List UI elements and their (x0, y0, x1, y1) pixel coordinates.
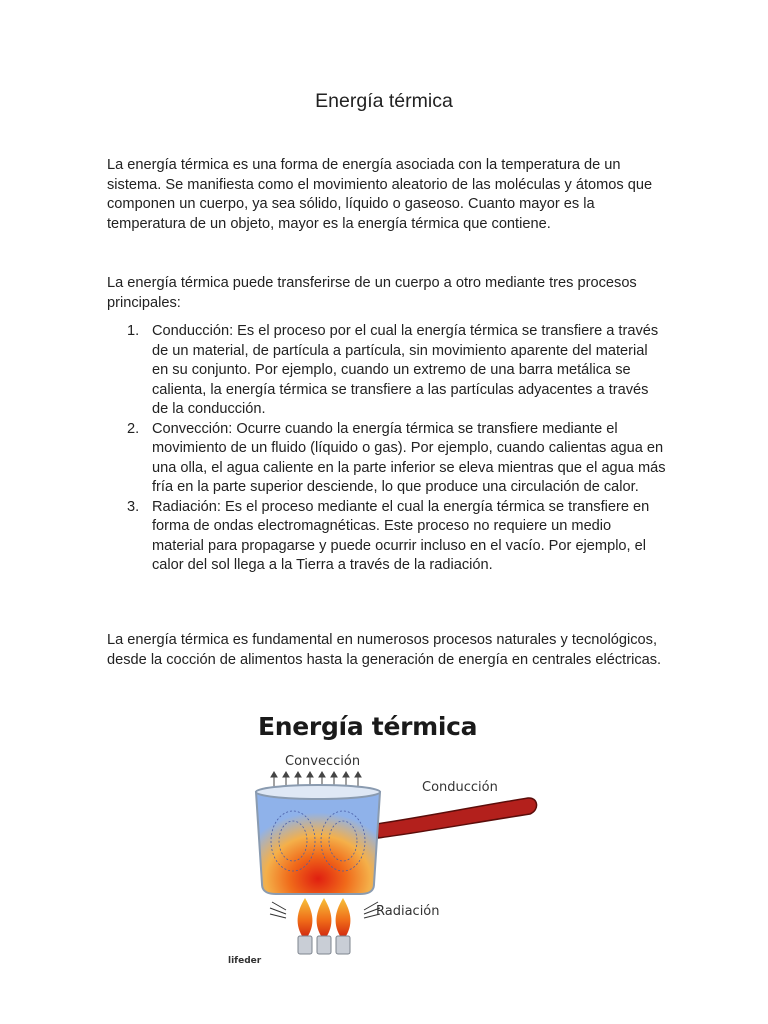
conduction-label: Conducción (422, 780, 498, 795)
transfer-intro-paragraph: La energía térmica puede transferirse de un cuerpo a otro mediante tres procesos principales: (107, 275, 637, 311)
convection-label: Convección (285, 754, 361, 769)
pot-body (256, 792, 380, 894)
list-item-text: Radiación: Es el proceso mediante el cual la energía térmica se transfiere en forma de ondas electromagnéticas. Este proceso no requiere un medio material para propagarse y puede ocurrir incluso en el vacío. Por ejemplo, el calor del sol llega a la Tierra a través de la radiación. (152, 498, 650, 573)
radiation-label: Radiación (376, 904, 440, 919)
list-number: 1. (127, 323, 140, 339)
pot-handle (376, 798, 537, 838)
intro-paragraph: La energía térmica es una forma de energía asociada con la temperatura de un sistema. Se manifiesta como el movimiento aleatorio de las moléculas y átomos que componen un cuerpo, ya sea sólido, líquido o gaseoso. Cuanto mayor es la temperatura de un objeto, mayor es la energía térmica que contiene. (107, 157, 653, 232)
list-number: 3. (127, 498, 140, 515)
page-title: Energía térmica (315, 90, 453, 112)
figure-title: Energía térmica (258, 712, 478, 741)
list-item-text: Conducción: Es el proceso por el cual la energía térmica se transfiere a través de un material, de partícula a partícula, sin movimiento aparente del material en su conjunto. Por ejemplo, cuando un extremo de una barra metálica se calienta, la energía térmica se transfiere a las partículas adyacentes a través de la conducción. (152, 323, 659, 417)
conclusion-paragraph: La energía térmica es fundamental en numerosos procesos naturales y tecnológicos, desde la cocción de alimentos hasta la generación de energía en centrales eléctricas. (107, 632, 662, 668)
brand-logo: lifeder (228, 956, 262, 966)
list-item-text: Convección: Ocurre cuando la energía térmica se transfiere mediante el movimiento de un fluido (líquido o gas). Por ejemplo, cuando calientas agua en una olla, el agua caliente en la parte inferior se eleva mientras que el agua más fría en la parte superior desciende, lo que produce una circulación de calor. (152, 420, 666, 495)
list-item (107, 498, 667, 576)
flame-icon (298, 898, 351, 936)
pot-diagram (228, 706, 552, 976)
burner-icon (298, 936, 350, 954)
list-item (107, 420, 667, 498)
process-list (107, 322, 667, 576)
list-number: 2. (127, 420, 140, 437)
list-item (107, 322, 667, 420)
thermal-energy-illustration (228, 706, 552, 976)
